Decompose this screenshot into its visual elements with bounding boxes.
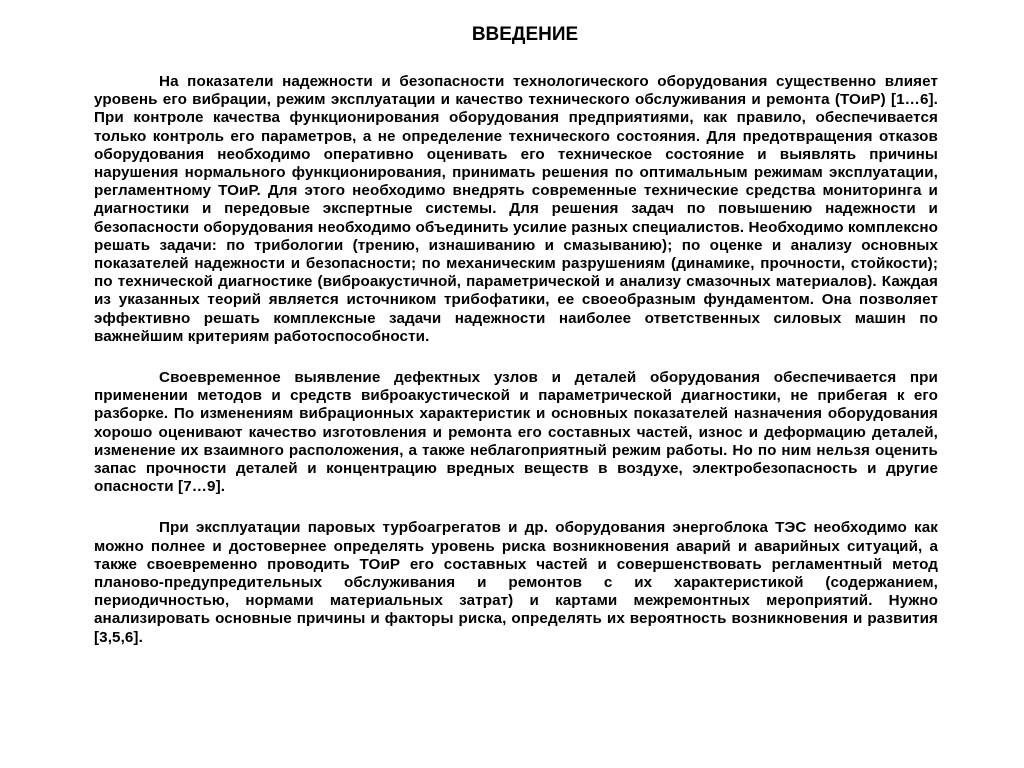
paragraph-1: На показатели надежности и безопасности технологического оборудования существенно влияет уровень его вибрации, режим эксплуатации и качество технического обслуживания и ремонта (ТОиР) [1…6]. При контроле качества функционирования оборудования предприятиями, как правило, обеспечивается только контроль его параметров, а не определение технического состояния. Для предотвращения отказов оборудования необходимо оперативно оценивать его техническое состояние и выявлять причины нарушения нормального функционирования, принимать решения по оптимальным режимам эксплуатации, регламентному ТОиР. Для этого необходимо внедрять современные технические средства мониторинга и диагностики и передовые экспертные системы. Для решения задач по повышению надежности и безопасности оборудования необходимо объединить усилие разных специалистов. Необходимо комплексно решать задачи: по трибологии (трению, изнашиванию и смазыванию); по оценке и анализу основных показателей надежности и безопасности; по механическим разрушениям (динамике, прочности, стойкости); по технической диагностике (виброакустичной, параметрической и анализу смазочных материалов). Каждая из указанных теорий является источником трибофатики, ее своеобразным фундаментом. Она позволяет эффективно решать комплексные задачи надежности наиболее ответственных силовых машин по важнейшим критериям работоспособности. [94, 73, 939, 345]
page-title: ВВЕДЕНИЕ [471, 24, 579, 45]
paragraph-2: Своевременное выявление дефектных узлов и деталей оборудования обеспечивается при применении методов и средств виброакустической и параметрической диагностики, не прибегая к его разборке. По изменениям вибрационных характеристик и основных показателей назначения оборудования хорошо оценивают качество изготовления и ремонта его составных частей, износ и деформацию деталей, изменение их взаимного расположения, а также неблагоприятный режим работы. Но по ним нельзя оценить запас прочности деталей и концентрацию вредных веществ в воздухе, электробезопасность и другие опасности [7…9]. [94, 369, 938, 496]
paragraph-3: При эксплуатации паровых турбоагрегатов и др. оборудования энергоблока ТЭС необходимо как можно полнее и достовернее определять уровень риска возникновения аварий и аварийных ситуаций, а также своевременно проводить ТОиР его составных частей и совершенствовать регламентный метод планово-предупредительных обслуживания и ремонтов с их характеристикой (содержанием, периодичностью, нормами материальных затрат) и картами межремонтных мероприятий. Нужно анализировать основные причины и факторы риска, определять их вероятность возникновения и развития [3,5,6]. [94, 519, 938, 646]
